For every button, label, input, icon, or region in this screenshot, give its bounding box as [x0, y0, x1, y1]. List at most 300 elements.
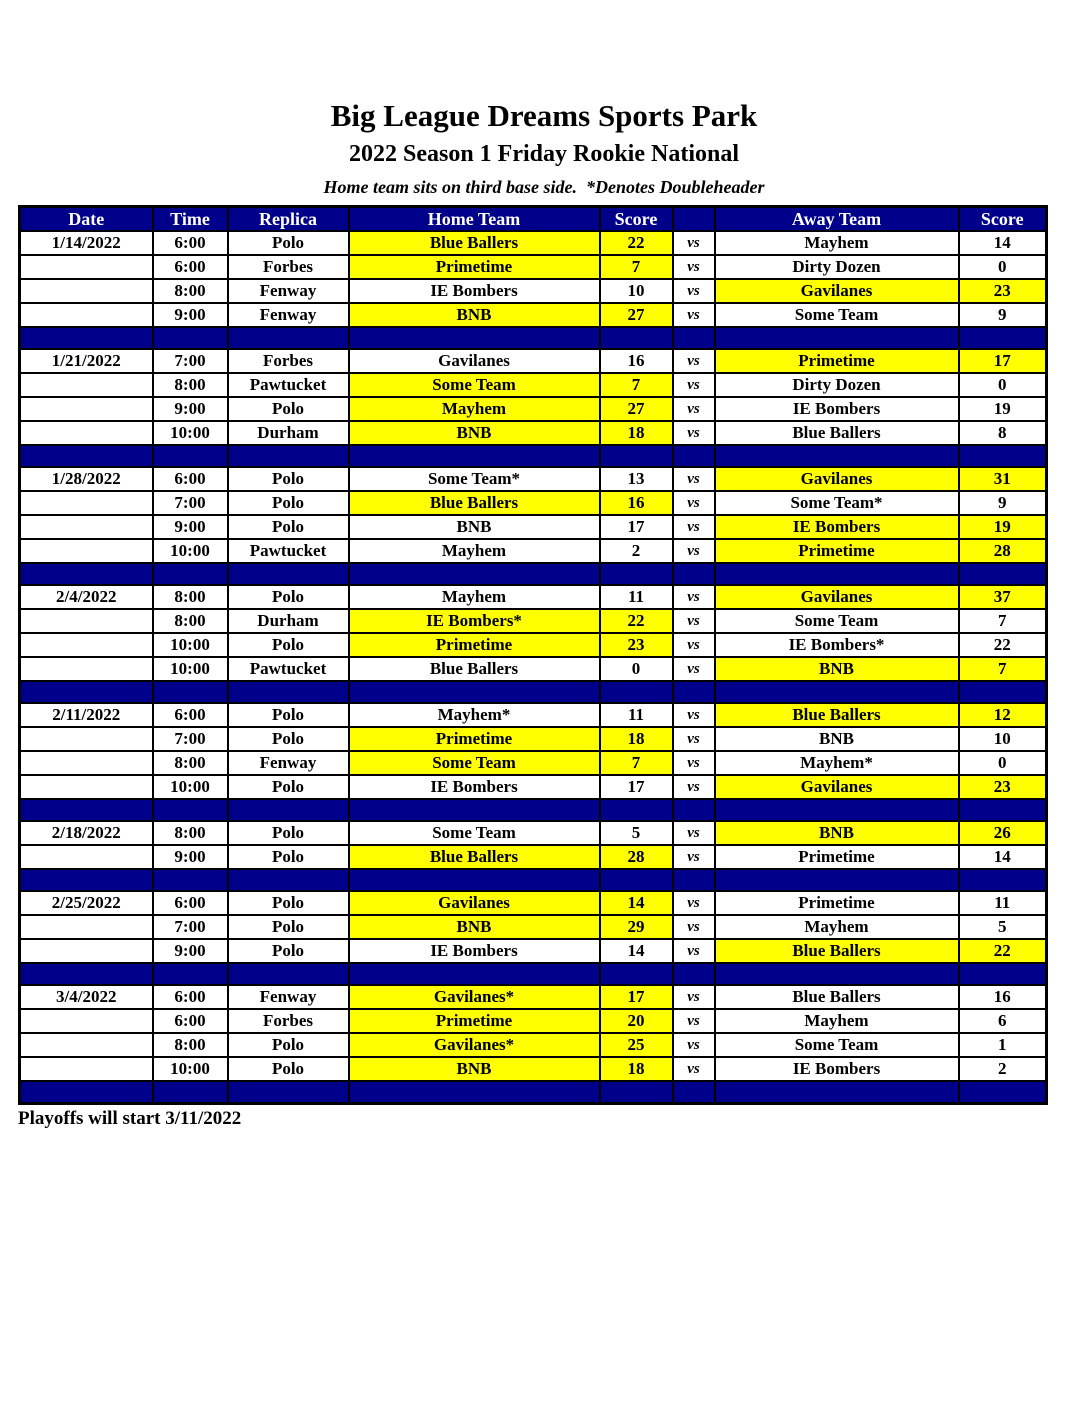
home-score-cell: 10	[600, 279, 673, 303]
time-cell: 8:00	[153, 1033, 228, 1057]
separator-cell	[228, 963, 349, 985]
home-team-cell: Some Team	[349, 751, 600, 775]
home-score-cell: 22	[600, 231, 673, 255]
time-cell: 6:00	[153, 891, 228, 915]
separator-cell	[715, 563, 959, 585]
away-score-cell: 14	[959, 845, 1047, 869]
vs-cell: vs	[673, 845, 715, 869]
home-team-cell: Primetime	[349, 727, 600, 751]
separator-cell	[153, 799, 228, 821]
away-team-cell: Mayhem	[715, 231, 959, 255]
time-cell: 8:00	[153, 373, 228, 397]
away-score-cell: 0	[959, 373, 1047, 397]
replica-cell: Polo	[228, 891, 349, 915]
date-cell: 1/28/2022	[20, 467, 153, 491]
game-row	[20, 703, 1047, 727]
away-score-cell: 7	[959, 609, 1047, 633]
separator-cell	[228, 1081, 349, 1103]
separator-cell	[349, 445, 600, 467]
game-row	[20, 1009, 1047, 1033]
separator-cell	[228, 681, 349, 703]
replica-cell: Fenway	[228, 751, 349, 775]
replica-cell: Pawtucket	[228, 373, 349, 397]
separator-cell	[959, 1081, 1047, 1103]
home-team-cell: BNB	[349, 515, 600, 539]
time-cell: 8:00	[153, 279, 228, 303]
game-row	[20, 491, 1047, 515]
separator-row	[20, 799, 1047, 821]
separator-cell	[228, 869, 349, 891]
game-row	[20, 891, 1047, 915]
game-row	[20, 609, 1047, 633]
home-score-cell: 18	[600, 421, 673, 445]
away-score-cell: 7	[959, 657, 1047, 681]
replica-cell: Polo	[228, 727, 349, 751]
replica-cell: Fenway	[228, 279, 349, 303]
date-cell: 3/4/2022	[20, 985, 153, 1009]
date-cell	[20, 915, 153, 939]
time-cell: 7:00	[153, 915, 228, 939]
home-score-cell: 18	[600, 1057, 673, 1081]
date-cell	[20, 1009, 153, 1033]
separator-cell	[20, 681, 153, 703]
replica-cell: Polo	[228, 585, 349, 609]
home-score-cell: 11	[600, 585, 673, 609]
separator-cell	[349, 327, 600, 349]
time-cell: 9:00	[153, 845, 228, 869]
date-cell	[20, 1033, 153, 1057]
home-team-cell: Gavilanes	[349, 349, 600, 373]
separator-cell	[20, 445, 153, 467]
separator-cell	[715, 327, 959, 349]
away-score-cell: 14	[959, 231, 1047, 255]
separator-cell	[153, 563, 228, 585]
game-row	[20, 775, 1047, 799]
separator-cell	[228, 799, 349, 821]
away-score-cell: 23	[959, 279, 1047, 303]
home-score-cell: 14	[600, 891, 673, 915]
date-cell	[20, 279, 153, 303]
home-score-cell: 2	[600, 539, 673, 563]
away-score-cell: 26	[959, 821, 1047, 845]
game-row	[20, 915, 1047, 939]
time-cell: 7:00	[153, 727, 228, 751]
away-team-cell: Mayhem	[715, 1009, 959, 1033]
game-row	[20, 373, 1047, 397]
home-team-cell: Blue Ballers	[349, 845, 600, 869]
home-team-cell: BNB	[349, 303, 600, 327]
date-cell	[20, 491, 153, 515]
separator-cell	[349, 1081, 600, 1103]
date-cell	[20, 397, 153, 421]
separator-cell	[673, 681, 715, 703]
separator-cell	[228, 445, 349, 467]
away-score-cell: 0	[959, 751, 1047, 775]
replica-cell: Polo	[228, 915, 349, 939]
schedule-body	[20, 231, 1047, 1103]
time-cell: 10:00	[153, 633, 228, 657]
vs-cell: vs	[673, 279, 715, 303]
header-away-team: Away Team	[715, 207, 959, 232]
home-team-cell: Blue Ballers	[349, 657, 600, 681]
home-score-cell: 17	[600, 775, 673, 799]
home-score-cell: 23	[600, 633, 673, 657]
replica-cell: Polo	[228, 467, 349, 491]
away-score-cell: 23	[959, 775, 1047, 799]
date-cell	[20, 303, 153, 327]
home-score-cell: 7	[600, 751, 673, 775]
separator-cell	[153, 445, 228, 467]
game-row	[20, 939, 1047, 963]
away-team-cell: IE Bombers	[715, 515, 959, 539]
playoffs-note: Playoffs will start 3/11/2022	[18, 1107, 242, 1129]
separator-cell	[673, 327, 715, 349]
vs-cell: vs	[673, 1033, 715, 1057]
home-team-cell: Mayhem*	[349, 703, 600, 727]
header-home-score: Score	[600, 207, 673, 232]
away-score-cell: 31	[959, 467, 1047, 491]
away-team-cell: Primetime	[715, 539, 959, 563]
away-team-cell: Gavilanes	[715, 775, 959, 799]
vs-cell: vs	[673, 231, 715, 255]
away-score-cell: 8	[959, 421, 1047, 445]
date-cell	[20, 751, 153, 775]
separator-cell	[349, 869, 600, 891]
away-team-cell: Mayhem	[715, 915, 959, 939]
vs-cell: vs	[673, 1057, 715, 1081]
game-row	[20, 539, 1047, 563]
game-row	[20, 633, 1047, 657]
separator-cell	[349, 563, 600, 585]
separator-cell	[349, 799, 600, 821]
separator-cell	[959, 681, 1047, 703]
separator-cell	[959, 445, 1047, 467]
vs-cell: vs	[673, 255, 715, 279]
time-cell: 9:00	[153, 515, 228, 539]
home-team-cell: Primetime	[349, 633, 600, 657]
home-score-cell: 18	[600, 727, 673, 751]
date-cell	[20, 657, 153, 681]
home-team-cell: Mayhem	[349, 539, 600, 563]
date-cell: 2/18/2022	[20, 821, 153, 845]
away-score-cell: 9	[959, 491, 1047, 515]
time-cell: 9:00	[153, 397, 228, 421]
separator-row	[20, 681, 1047, 703]
game-row	[20, 255, 1047, 279]
separator-cell	[715, 1081, 959, 1103]
time-cell: 8:00	[153, 585, 228, 609]
vs-cell: vs	[673, 491, 715, 515]
home-score-cell: 22	[600, 609, 673, 633]
away-score-cell: 11	[959, 891, 1047, 915]
replica-cell: Polo	[228, 231, 349, 255]
separator-cell	[349, 681, 600, 703]
separator-cell	[673, 445, 715, 467]
home-team-note: Home team sits on third base side. *Denotes Doubleheader	[323, 177, 765, 198]
separator-cell	[228, 563, 349, 585]
away-team-cell: Primetime	[715, 845, 959, 869]
away-team-cell: BNB	[715, 727, 959, 751]
separator-cell	[20, 1081, 153, 1103]
separator-cell	[153, 869, 228, 891]
replica-cell: Polo	[228, 515, 349, 539]
separator-cell	[959, 563, 1047, 585]
vs-cell: vs	[673, 303, 715, 327]
time-cell: 6:00	[153, 1009, 228, 1033]
vs-cell: vs	[673, 633, 715, 657]
date-cell: 2/11/2022	[20, 703, 153, 727]
separator-cell	[153, 963, 228, 985]
home-team-cell: Some Team*	[349, 467, 600, 491]
time-cell: 6:00	[153, 703, 228, 727]
away-score-cell: 17	[959, 349, 1047, 373]
away-team-cell: IE Bombers*	[715, 633, 959, 657]
time-cell: 6:00	[153, 255, 228, 279]
away-score-cell: 6	[959, 1009, 1047, 1033]
vs-cell: vs	[673, 1009, 715, 1033]
home-team-cell: Gavilanes	[349, 891, 600, 915]
separator-cell	[959, 799, 1047, 821]
separator-cell	[600, 963, 673, 985]
away-score-cell: 22	[959, 633, 1047, 657]
date-cell: 2/4/2022	[20, 585, 153, 609]
home-team-cell: Primetime	[349, 1009, 600, 1033]
time-cell: 10:00	[153, 421, 228, 445]
separator-cell	[349, 963, 600, 985]
home-team-cell: IE Bombers	[349, 279, 600, 303]
game-row	[20, 303, 1047, 327]
home-score-cell: 25	[600, 1033, 673, 1057]
vs-cell: vs	[673, 657, 715, 681]
away-score-cell: 37	[959, 585, 1047, 609]
date-cell	[20, 515, 153, 539]
away-team-cell: IE Bombers	[715, 397, 959, 421]
away-team-cell: Some Team	[715, 303, 959, 327]
vs-cell: vs	[673, 821, 715, 845]
home-team-cell: Gavilanes*	[349, 1033, 600, 1057]
vs-cell: vs	[673, 349, 715, 373]
home-team-cell: IE Bombers*	[349, 609, 600, 633]
home-score-cell: 20	[600, 1009, 673, 1033]
away-score-cell: 19	[959, 515, 1047, 539]
separator-cell	[673, 963, 715, 985]
separator-cell	[600, 869, 673, 891]
replica-cell: Fenway	[228, 303, 349, 327]
game-row	[20, 467, 1047, 491]
replica-cell: Pawtucket	[228, 657, 349, 681]
date-cell	[20, 939, 153, 963]
date-cell: 2/25/2022	[20, 891, 153, 915]
vs-cell: vs	[673, 891, 715, 915]
separator-row	[20, 963, 1047, 985]
game-row	[20, 421, 1047, 445]
separator-cell	[600, 327, 673, 349]
separator-cell	[715, 799, 959, 821]
away-team-cell: Some Team	[715, 1033, 959, 1057]
date-cell	[20, 633, 153, 657]
home-team-cell: Some Team	[349, 373, 600, 397]
vs-cell: vs	[673, 939, 715, 963]
home-score-cell: 28	[600, 845, 673, 869]
separator-cell	[673, 563, 715, 585]
page-title: Big League Dreams Sports Park	[330, 98, 758, 133]
page-header	[0, 0, 1088, 198]
replica-cell: Polo	[228, 939, 349, 963]
game-row	[20, 585, 1047, 609]
away-score-cell: 1	[959, 1033, 1047, 1057]
home-team-cell: IE Bombers	[349, 775, 600, 799]
replica-cell: Polo	[228, 703, 349, 727]
separator-cell	[228, 327, 349, 349]
away-team-cell: Dirty Dozen	[715, 373, 959, 397]
away-team-cell: Gavilanes	[715, 585, 959, 609]
game-row	[20, 515, 1047, 539]
time-cell: 6:00	[153, 985, 228, 1009]
separator-cell	[20, 869, 153, 891]
separator-row	[20, 327, 1047, 349]
separator-cell	[153, 1081, 228, 1103]
away-team-cell: BNB	[715, 821, 959, 845]
separator-cell	[673, 869, 715, 891]
home-score-cell: 27	[600, 303, 673, 327]
away-score-cell: 28	[959, 539, 1047, 563]
schedule-table	[18, 205, 1048, 1105]
replica-cell: Polo	[228, 775, 349, 799]
separator-cell	[715, 681, 959, 703]
header-replica: Replica	[228, 207, 349, 232]
time-cell: 8:00	[153, 609, 228, 633]
away-team-cell: Mayhem*	[715, 751, 959, 775]
separator-cell	[20, 563, 153, 585]
game-row	[20, 349, 1047, 373]
separator-cell	[600, 681, 673, 703]
home-score-cell: 14	[600, 939, 673, 963]
date-cell: 1/21/2022	[20, 349, 153, 373]
vs-cell: vs	[673, 397, 715, 421]
game-row	[20, 821, 1047, 845]
replica-cell: Polo	[228, 1033, 349, 1057]
header-home-team: Home Team	[349, 207, 600, 232]
home-team-cell: BNB	[349, 1057, 600, 1081]
page-subtitle: 2022 Season 1 Friday Rookie National	[348, 140, 740, 167]
header-away-score: Score	[959, 207, 1047, 232]
replica-cell: Forbes	[228, 1009, 349, 1033]
separator-row	[20, 445, 1047, 467]
replica-cell: Forbes	[228, 349, 349, 373]
time-cell: 7:00	[153, 349, 228, 373]
home-score-cell: 16	[600, 349, 673, 373]
separator-cell	[715, 963, 959, 985]
separator-cell	[20, 327, 153, 349]
date-cell	[20, 845, 153, 869]
date-cell: 1/14/2022	[20, 231, 153, 255]
separator-cell	[715, 869, 959, 891]
away-team-cell: Blue Ballers	[715, 703, 959, 727]
home-team-cell: Blue Ballers	[349, 491, 600, 515]
separator-cell	[673, 1081, 715, 1103]
separator-cell	[600, 563, 673, 585]
vs-cell: vs	[673, 915, 715, 939]
away-score-cell: 9	[959, 303, 1047, 327]
vs-cell: vs	[673, 585, 715, 609]
separator-row	[20, 869, 1047, 891]
replica-cell: Fenway	[228, 985, 349, 1009]
home-score-cell: 17	[600, 985, 673, 1009]
away-team-cell: Some Team*	[715, 491, 959, 515]
separator-cell	[715, 445, 959, 467]
home-score-cell: 5	[600, 821, 673, 845]
replica-cell: Polo	[228, 491, 349, 515]
date-cell	[20, 255, 153, 279]
header-time: Time	[153, 207, 228, 232]
separator-cell	[600, 1081, 673, 1103]
replica-cell: Polo	[228, 845, 349, 869]
away-team-cell: Blue Ballers	[715, 985, 959, 1009]
home-team-cell: Gavilanes*	[349, 985, 600, 1009]
time-cell: 8:00	[153, 751, 228, 775]
replica-cell: Polo	[228, 821, 349, 845]
home-score-cell: 16	[600, 491, 673, 515]
separator-cell	[600, 799, 673, 821]
home-score-cell: 7	[600, 373, 673, 397]
separator-row	[20, 563, 1047, 585]
away-team-cell: Some Team	[715, 609, 959, 633]
time-cell: 7:00	[153, 491, 228, 515]
replica-cell: Forbes	[228, 255, 349, 279]
away-team-cell: Primetime	[715, 891, 959, 915]
time-cell: 9:00	[153, 939, 228, 963]
replica-cell: Durham	[228, 609, 349, 633]
home-team-cell: Mayhem	[349, 397, 600, 421]
away-score-cell: 12	[959, 703, 1047, 727]
away-team-cell: IE Bombers	[715, 1057, 959, 1081]
separator-cell	[20, 799, 153, 821]
away-team-cell: Gavilanes	[715, 467, 959, 491]
home-team-cell: BNB	[349, 915, 600, 939]
away-score-cell: 2	[959, 1057, 1047, 1081]
vs-cell: vs	[673, 775, 715, 799]
away-team-cell: Primetime	[715, 349, 959, 373]
time-cell: 10:00	[153, 1057, 228, 1081]
game-row	[20, 727, 1047, 751]
replica-cell: Durham	[228, 421, 349, 445]
replica-cell: Polo	[228, 633, 349, 657]
vs-cell: vs	[673, 515, 715, 539]
home-team-cell: Some Team	[349, 821, 600, 845]
replica-cell: Polo	[228, 397, 349, 421]
date-cell	[20, 373, 153, 397]
time-cell: 10:00	[153, 539, 228, 563]
home-score-cell: 17	[600, 515, 673, 539]
game-row	[20, 751, 1047, 775]
vs-cell: vs	[673, 985, 715, 1009]
separator-cell	[153, 681, 228, 703]
game-row	[20, 985, 1047, 1009]
home-team-cell: Primetime	[349, 255, 600, 279]
vs-cell: vs	[673, 751, 715, 775]
vs-cell: vs	[673, 609, 715, 633]
away-score-cell: 10	[959, 727, 1047, 751]
separator-row	[20, 1081, 1047, 1103]
home-score-cell: 13	[600, 467, 673, 491]
header-vs-spacer	[673, 207, 715, 232]
replica-cell: Polo	[228, 1057, 349, 1081]
vs-cell: vs	[673, 703, 715, 727]
date-cell	[20, 1057, 153, 1081]
game-row	[20, 279, 1047, 303]
separator-cell	[959, 963, 1047, 985]
vs-cell: vs	[673, 727, 715, 751]
